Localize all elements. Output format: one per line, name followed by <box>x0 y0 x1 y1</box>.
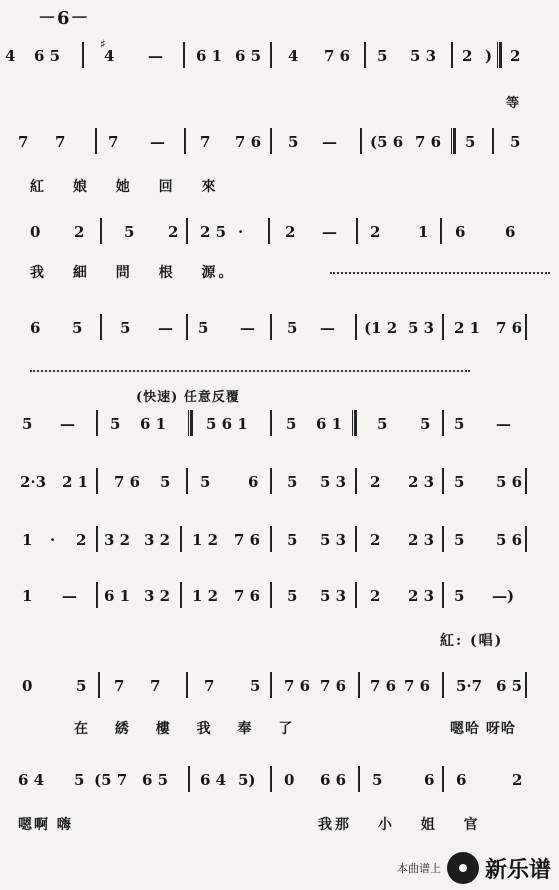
note: 5 <box>120 319 131 337</box>
note: — <box>62 587 77 605</box>
note: 2 <box>168 223 179 241</box>
barline <box>96 526 98 552</box>
note: 4 <box>104 47 115 65</box>
note: — <box>322 223 337 241</box>
sharp-mark: ♯ <box>100 37 106 51</box>
note: 6 5 <box>496 677 523 695</box>
note: 5 <box>454 473 465 491</box>
score-system-7 <box>0 530 559 554</box>
barline <box>358 766 360 792</box>
double-barline <box>451 128 456 154</box>
note: 6 <box>505 223 516 241</box>
note: 5 3 <box>408 319 435 337</box>
note: 2 <box>370 473 381 491</box>
note: 2 <box>74 223 85 241</box>
note: · <box>238 223 244 241</box>
note: 5 6 <box>496 531 523 549</box>
barline <box>525 314 527 340</box>
lyric-line: 我那 小 姐 官 <box>318 817 481 833</box>
barline <box>525 672 527 698</box>
note: 7 6 <box>284 677 311 695</box>
barline <box>358 672 360 698</box>
note: 6 1 <box>104 587 131 605</box>
note: — <box>320 319 335 337</box>
note: 5 3 <box>410 47 437 65</box>
barline <box>442 672 444 698</box>
note: — <box>148 47 163 65</box>
note: 1 <box>418 223 429 241</box>
note: 7 6 <box>234 531 261 549</box>
barline <box>442 410 444 436</box>
barline <box>525 468 527 494</box>
note: 5 <box>110 415 121 433</box>
credit-text: 本曲谱上 <box>396 862 441 875</box>
barline <box>442 314 444 340</box>
score-system-1 <box>0 37 559 70</box>
note: 7 6 <box>415 133 442 151</box>
note: · <box>50 531 56 549</box>
note: 7 6 <box>234 587 261 605</box>
note: 5 <box>377 415 388 433</box>
note: 6 1 <box>316 415 343 433</box>
note: 6 <box>424 771 435 789</box>
note: 5 <box>510 133 521 151</box>
note: 5 3 <box>320 531 347 549</box>
note: 5 <box>286 415 297 433</box>
note: — <box>240 319 255 337</box>
note: 2 1 <box>62 473 89 491</box>
barline <box>270 582 272 608</box>
barline <box>183 42 185 68</box>
note: — <box>158 319 173 337</box>
note: 7 6 <box>114 473 141 491</box>
barline <box>451 42 453 68</box>
note: 5 <box>454 531 465 549</box>
note: 6 <box>30 319 41 337</box>
note: 3 2 <box>144 587 171 605</box>
note: 6 1 <box>196 47 223 65</box>
barline <box>270 672 272 698</box>
score-system-9 <box>0 676 559 700</box>
note: 5·7 <box>456 677 483 695</box>
note: 1 <box>22 531 33 549</box>
note: 3 2 <box>144 531 171 549</box>
repeat-barline <box>188 410 193 436</box>
barline <box>100 218 102 244</box>
note: 6 6 <box>320 771 347 789</box>
note: ) <box>485 47 493 65</box>
barline <box>96 582 98 608</box>
note: 5 6 <box>496 473 523 491</box>
barline <box>355 468 357 494</box>
barline <box>180 526 182 552</box>
barline <box>442 526 444 552</box>
barline <box>442 766 444 792</box>
note: 7 6 <box>235 133 262 151</box>
note: 2 5 <box>200 223 227 241</box>
note: —) <box>492 587 515 605</box>
note: 3 2 <box>104 531 131 549</box>
cue-mark: 等 <box>506 96 520 111</box>
brand-logo: 新乐谱 <box>484 857 551 883</box>
note: 2 <box>370 531 381 549</box>
score-system-8 <box>0 586 559 610</box>
note: 2 <box>76 531 87 549</box>
lyric-line: 在 綉 樓 我 奉 了 <box>74 721 296 737</box>
note: 2 <box>462 47 473 65</box>
barline <box>270 468 272 494</box>
note: 6 5 <box>235 47 262 65</box>
barline <box>96 468 98 494</box>
barline <box>96 410 98 436</box>
note: — <box>322 133 337 151</box>
note: 4 <box>288 47 299 65</box>
barline <box>442 468 444 494</box>
barline <box>364 42 366 68</box>
note: 5 <box>288 133 299 151</box>
note: 2 <box>285 223 296 241</box>
note: 7 <box>150 677 161 695</box>
score-system-4 <box>0 318 559 342</box>
page-number: －6－ <box>38 8 90 29</box>
note: 7 6 <box>320 677 347 695</box>
note: 7 6 <box>404 677 431 695</box>
note: 6 <box>248 473 259 491</box>
note: — <box>150 133 165 151</box>
note: 7 <box>200 133 211 151</box>
note: 6 <box>456 771 467 789</box>
note: 2 1 <box>454 319 481 337</box>
barline <box>100 314 102 340</box>
note: 7 6 <box>370 677 397 695</box>
note: (5 6 <box>370 133 404 151</box>
note: 0 <box>284 771 295 789</box>
barline <box>440 218 442 244</box>
tempo-heading: (快速) 任意反覆 <box>136 390 240 405</box>
note: 5 <box>287 531 298 549</box>
note: 6 5 <box>34 47 61 65</box>
barline <box>355 582 357 608</box>
note: 0 <box>22 677 33 695</box>
barline <box>186 672 188 698</box>
note: 6 4 <box>200 771 227 789</box>
note: 6 1 <box>140 415 167 433</box>
note: 7 <box>114 677 125 695</box>
barline <box>356 218 358 244</box>
barline <box>270 128 272 154</box>
role-label: 紅: (唱) <box>440 633 504 649</box>
barline <box>98 672 100 698</box>
barline <box>184 128 186 154</box>
barline <box>355 526 357 552</box>
barline <box>525 526 527 552</box>
note: 5 <box>454 415 465 433</box>
note: 5 3 <box>320 473 347 491</box>
note: 5 <box>250 677 261 695</box>
note: 5 <box>198 319 209 337</box>
note: 5 <box>287 319 298 337</box>
note: 2 <box>510 47 521 65</box>
note: (1 2 <box>364 319 398 337</box>
note: 5 <box>372 771 383 789</box>
lyric-line: 嗯哈 呀哈 <box>450 721 516 737</box>
barline <box>186 314 188 340</box>
barline <box>270 766 272 792</box>
note: 2 <box>370 223 381 241</box>
note: 5 <box>287 587 298 605</box>
lyric-line: 嗯啊 嗨 <box>18 817 73 833</box>
score-system-3 <box>0 222 559 246</box>
note: 7 6 <box>324 47 351 65</box>
barline <box>442 582 444 608</box>
note: 6 4 <box>18 771 45 789</box>
note: 2 3 <box>408 531 435 549</box>
note: 5 <box>200 473 211 491</box>
note: 5 <box>377 47 388 65</box>
note: 5 <box>22 415 33 433</box>
repeat-barline <box>352 410 357 436</box>
barline <box>82 42 84 68</box>
note: — <box>60 415 75 433</box>
double-barline <box>497 42 502 68</box>
barline <box>492 128 494 154</box>
note: 6 <box>455 223 466 241</box>
note: 5 3 <box>320 587 347 605</box>
barline <box>188 766 190 792</box>
note: 5 <box>160 473 171 491</box>
note: 1 2 <box>192 587 219 605</box>
note: 7 <box>55 133 66 151</box>
note: 5 <box>454 587 465 605</box>
note: 2 3 <box>408 473 435 491</box>
note: 7 <box>18 133 29 151</box>
note: 6 5 <box>142 771 169 789</box>
barline <box>180 582 182 608</box>
note: 5 <box>124 223 135 241</box>
note: 2 <box>512 771 523 789</box>
score-system-6 <box>0 472 559 496</box>
note: 2 3 <box>408 587 435 605</box>
dotted-continuation <box>30 370 470 372</box>
note: 5 <box>74 771 85 789</box>
barline <box>270 42 272 68</box>
vinyl-record-icon <box>447 852 479 884</box>
note: 5 <box>287 473 298 491</box>
note: 2 <box>370 587 381 605</box>
note: 5) <box>238 771 256 789</box>
note: 5 <box>76 677 87 695</box>
lyric-line: 紅 娘 她 回 來 <box>30 179 219 195</box>
dotted-continuation <box>330 272 550 274</box>
lyric-line: 我 細 問 根 源。 <box>30 265 236 281</box>
barline <box>186 468 188 494</box>
barline <box>270 526 272 552</box>
note: 0 <box>30 223 41 241</box>
note: 4 <box>5 47 16 65</box>
barline <box>95 128 97 154</box>
note: 5 6 1 <box>206 415 248 433</box>
barline <box>355 314 357 340</box>
note: 5 <box>465 133 476 151</box>
barline <box>270 410 272 436</box>
note: 7 <box>204 677 215 695</box>
score-system-5 <box>0 414 559 438</box>
barline <box>360 128 362 154</box>
barline <box>270 314 272 340</box>
barline <box>186 218 188 244</box>
score-system-10 <box>0 770 559 794</box>
note: 7 6 <box>496 319 523 337</box>
note: 2·3 <box>20 473 47 491</box>
footer-watermark <box>397 852 551 884</box>
note: 5 <box>420 415 431 433</box>
note: 1 2 <box>192 531 219 549</box>
note: — <box>496 415 511 433</box>
score-system-2 <box>0 96 559 156</box>
note: 5 <box>72 319 83 337</box>
note: 7 <box>108 133 119 151</box>
barline <box>268 218 270 244</box>
note: (5 7 <box>94 771 128 789</box>
note: 1 <box>22 587 33 605</box>
